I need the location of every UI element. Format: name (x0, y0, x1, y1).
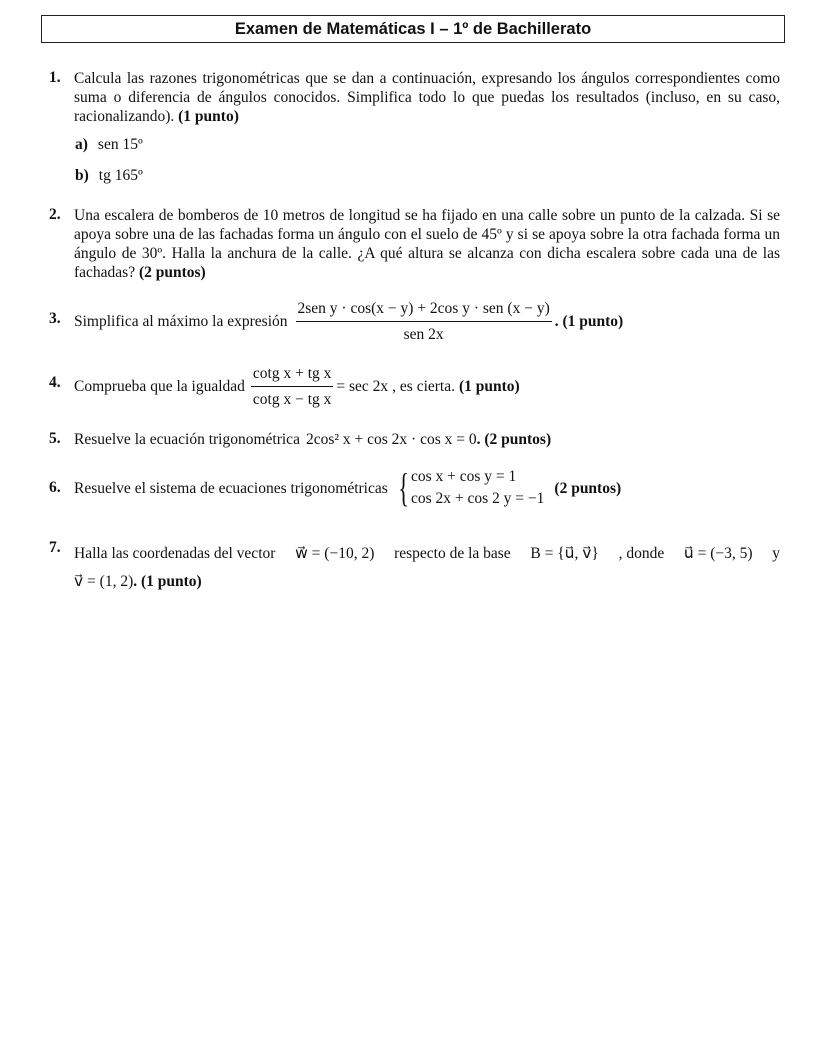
question-1a: a) sen 15º (75, 136, 143, 153)
points: (1 punto) (459, 378, 520, 395)
question-number: 7. (49, 539, 61, 556)
numerator: cotg x + tg x (251, 364, 333, 387)
equation: 2cos² x + cos 2x · cos x = 0 (305, 431, 477, 448)
question-1 (49, 69, 780, 126)
denominator: cotg x − tg x (252, 391, 332, 408)
question-number: 3. (49, 310, 61, 327)
equation-1: cos x + cos y = 1 (410, 468, 517, 485)
question-7: 7. Halla las coordenadas del vector w⃗ = (−10, 2) respecto de la base B = {u⃗, v⃗} , donde u⃗ = (−3, 5) y v⃗ = (1, 2). (1 punto) (49, 539, 780, 590)
question-5 (49, 430, 780, 449)
vector-w: w⃗ = (−10, 2) (295, 545, 375, 562)
question-number: 1. (49, 69, 61, 86)
question-3 (49, 299, 780, 344)
question-number: 5. (49, 430, 61, 447)
equation-2: cos 2x + cos 2 y = −1 (410, 490, 545, 507)
question-text: Resuelve el sistema de ecuaciones trigonométricas (74, 479, 388, 497)
fraction (251, 364, 333, 409)
question-text: Resuelve la ecuación trigonométrica (74, 431, 300, 448)
question-text: Una escalera de bomberos de 10 metros de longitud se ha fijado en una calle sobre un punto de la calzada. Si se apoya sobre una de las fachadas forma un ángulo con el suelo de 45º y si se apoya sobre la otra fachada forma un ángulo de 30º. Halla la anchura de la calle. ¿A qué altura se alcanza con dicha escalera sobre cada una de las fachadas? (2 puntos) (74, 207, 780, 281)
vector-v: v⃗ = (1, 2) (74, 573, 134, 590)
points: . (1 punto) (133, 573, 202, 590)
rhs: = sec 2x (336, 378, 389, 395)
points: . (1 punto) (554, 313, 624, 330)
denominator: sen 2x (403, 326, 444, 343)
points: . (2 puntos) (476, 431, 552, 448)
question-1b: b) tg 165º (75, 167, 143, 184)
question-text: Calcula las razones trigonométricas que se dan a continuación, expresando los ángulos correspondientes como suma o diferencia de ángulos conocidos. Simplifica todo lo que puedas los resultados (incluso, en su caso, racionalizando). (1 punto) (74, 70, 780, 125)
fraction (296, 299, 552, 344)
question-number: 2. (49, 206, 61, 223)
question-text: Simplifica al máximo la expresión (74, 313, 288, 330)
equation-system (411, 466, 544, 510)
points: (2 puntos) (554, 479, 622, 497)
question-4: 4. Comprueba que la igualdad $\frac{\text{cotg x + tg x}}{\text{cotg x − tg x}}$ = sec 2x , es cierta. (1 punto) (49, 365, 520, 408)
left-brace: { (398, 465, 409, 510)
exam-title: Examen de Matemáticas I – 1º de Bachillerato (41, 15, 785, 43)
question-text: Comprueba que la igualdad (74, 378, 245, 395)
base-b: B = {u⃗, v⃗} (530, 545, 599, 562)
vector-u: u⃗ = (−3, 5) (683, 545, 753, 562)
question-number: 6. (49, 479, 61, 496)
numerator: 2sen y · cos(x − y) + 2cos y · sen (x − y) (296, 299, 552, 322)
question-6 (49, 466, 780, 510)
question-number: 4. (49, 374, 61, 391)
points: (2 puntos) (138, 264, 206, 281)
points: (1 punto) (178, 108, 239, 125)
question-2 (49, 206, 780, 282)
